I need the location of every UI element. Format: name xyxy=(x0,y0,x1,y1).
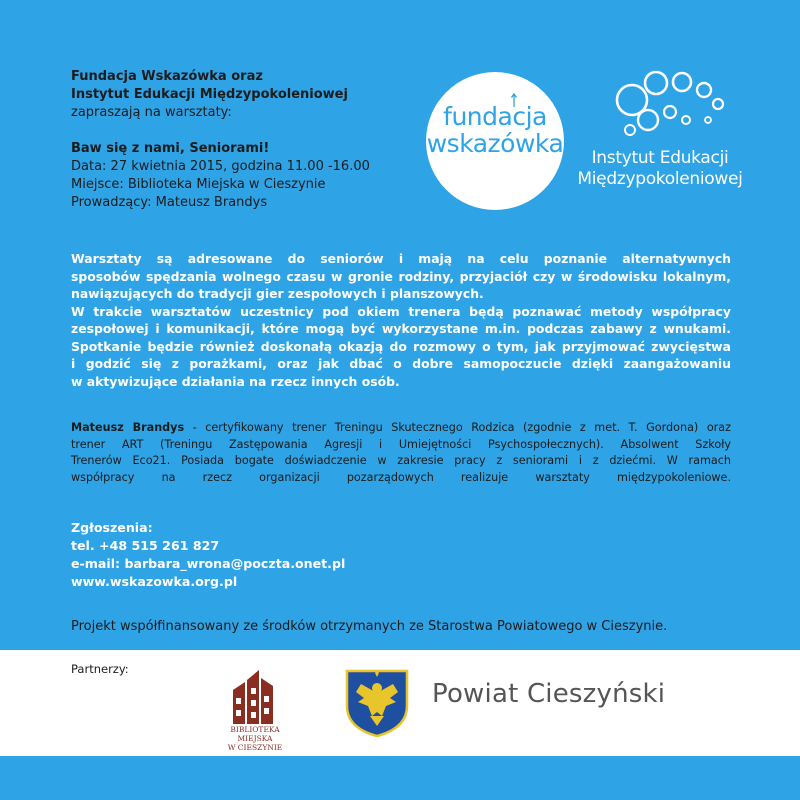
description-line: w aktywizujące działania na rzecz innych osób. xyxy=(71,373,400,389)
org-name-1: Fundacja Wskazówka oraz xyxy=(71,69,263,84)
fundacja-logo-line2: wskazówka xyxy=(426,129,564,158)
instytut-logo-line2: Międzypokoleniowej xyxy=(577,169,743,189)
contact-website: www.wskazowka.org.pl xyxy=(71,574,238,589)
description-paragraph xyxy=(71,250,731,390)
contact-email: e-mail: barbara_wrona@poczta.onet.pl xyxy=(71,556,346,571)
partners-label: Partnerzy: xyxy=(71,662,129,676)
description-line: nawiązujących do tradycji gier zespołowych i planszowych. xyxy=(71,286,484,301)
event-host: Prowadzący: Mateusz Brandys xyxy=(71,195,268,210)
library-logo-line1: BIBLIOTEKA MIEJSKA xyxy=(230,725,280,743)
bio-line: Trenerów Eco21. Posiada bogate doświadczenie w zakresie pracy z seniorami i z dziećmi. W ramach xyxy=(71,454,731,467)
event-title: Baw się z nami, Seniorami! xyxy=(71,141,270,156)
description-line: Spotkanie będzie również doskonałą okazją do rozmowy o tym, jak przyjmować zwycięstwa xyxy=(71,338,731,354)
org-name-2: Instytut Edukacji Międzypokoleniowej xyxy=(71,87,348,102)
arrow-up-icon xyxy=(510,93,518,107)
cofinancing-note: Projekt współfinansowany ze środków otrzymanych ze Starostwa Powiatowego w Cieszynie. xyxy=(71,619,668,634)
invite-text: zapraszają na warsztaty: xyxy=(71,105,232,120)
bio-line xyxy=(71,420,731,437)
contact-heading: Zgłoszenia: xyxy=(71,520,153,535)
contact-phone: tel. +48 515 261 827 xyxy=(71,538,220,553)
powiat-name: Powiat Cieszyński xyxy=(432,679,666,709)
contact-block xyxy=(71,519,345,591)
powiat-crest-icon xyxy=(344,668,410,738)
fundacja-logo-line1: fundacja xyxy=(443,102,547,131)
description-line: zespołowej i komunikacji, które mogą być wykorzystane m.in. podczas zabawy z wnukami. xyxy=(71,321,731,336)
library-logo-line2: W CIESZYNIE xyxy=(227,743,283,752)
description-line: i godzić się z porażkami, oraz jak dbać o dobre samopoczucie dzięki zaangażowaniu xyxy=(71,356,731,371)
instytut-logo-line1: Instytut Edukacji xyxy=(591,148,729,168)
instytut-logo-text xyxy=(570,148,750,190)
bottom-strip xyxy=(0,756,800,800)
event-place: Miejsce: Biblioteka Miejska w Cieszynie xyxy=(71,177,326,192)
description-line: sposobów spędzania wolnego czasu w gronie rodziny, przyjaciół czy w środowisku lokalnym, xyxy=(71,268,731,284)
bio-line: trener ART (Treningu Zastępowania Agresji i Umiejętności Psychospołecznych). Absolwent Szkoły xyxy=(71,437,731,451)
fundacja-logo-text xyxy=(426,103,564,157)
trainer-bio xyxy=(71,420,731,486)
library-logo-text xyxy=(213,725,297,752)
description-line: Warsztaty są adresowane do seniorów i mają na celu poznanie alternatywnych xyxy=(71,251,731,266)
library-logo-icon xyxy=(225,668,285,724)
trainer-name: Mateusz Brandys xyxy=(71,421,185,434)
description-line: W trakcie warsztatów uczestnicy pod okiem trenera będą poznawać metody współpracy xyxy=(71,303,731,319)
bio-line1-text: - certyfikowany trener Treningu Skutecznego Rodzica (zgodnie z met. T. Gordona) oraz xyxy=(184,421,731,434)
instytut-bubbles-icon xyxy=(612,70,732,148)
event-date: Data: 27 kwietnia 2015, godzina 11.00 -16.00 xyxy=(71,159,370,174)
bio-line: współpracy na rzecz organizacji pozarządowych realizuje warsztaty międzypokoleniowe. xyxy=(71,470,731,484)
header-block xyxy=(71,68,370,212)
